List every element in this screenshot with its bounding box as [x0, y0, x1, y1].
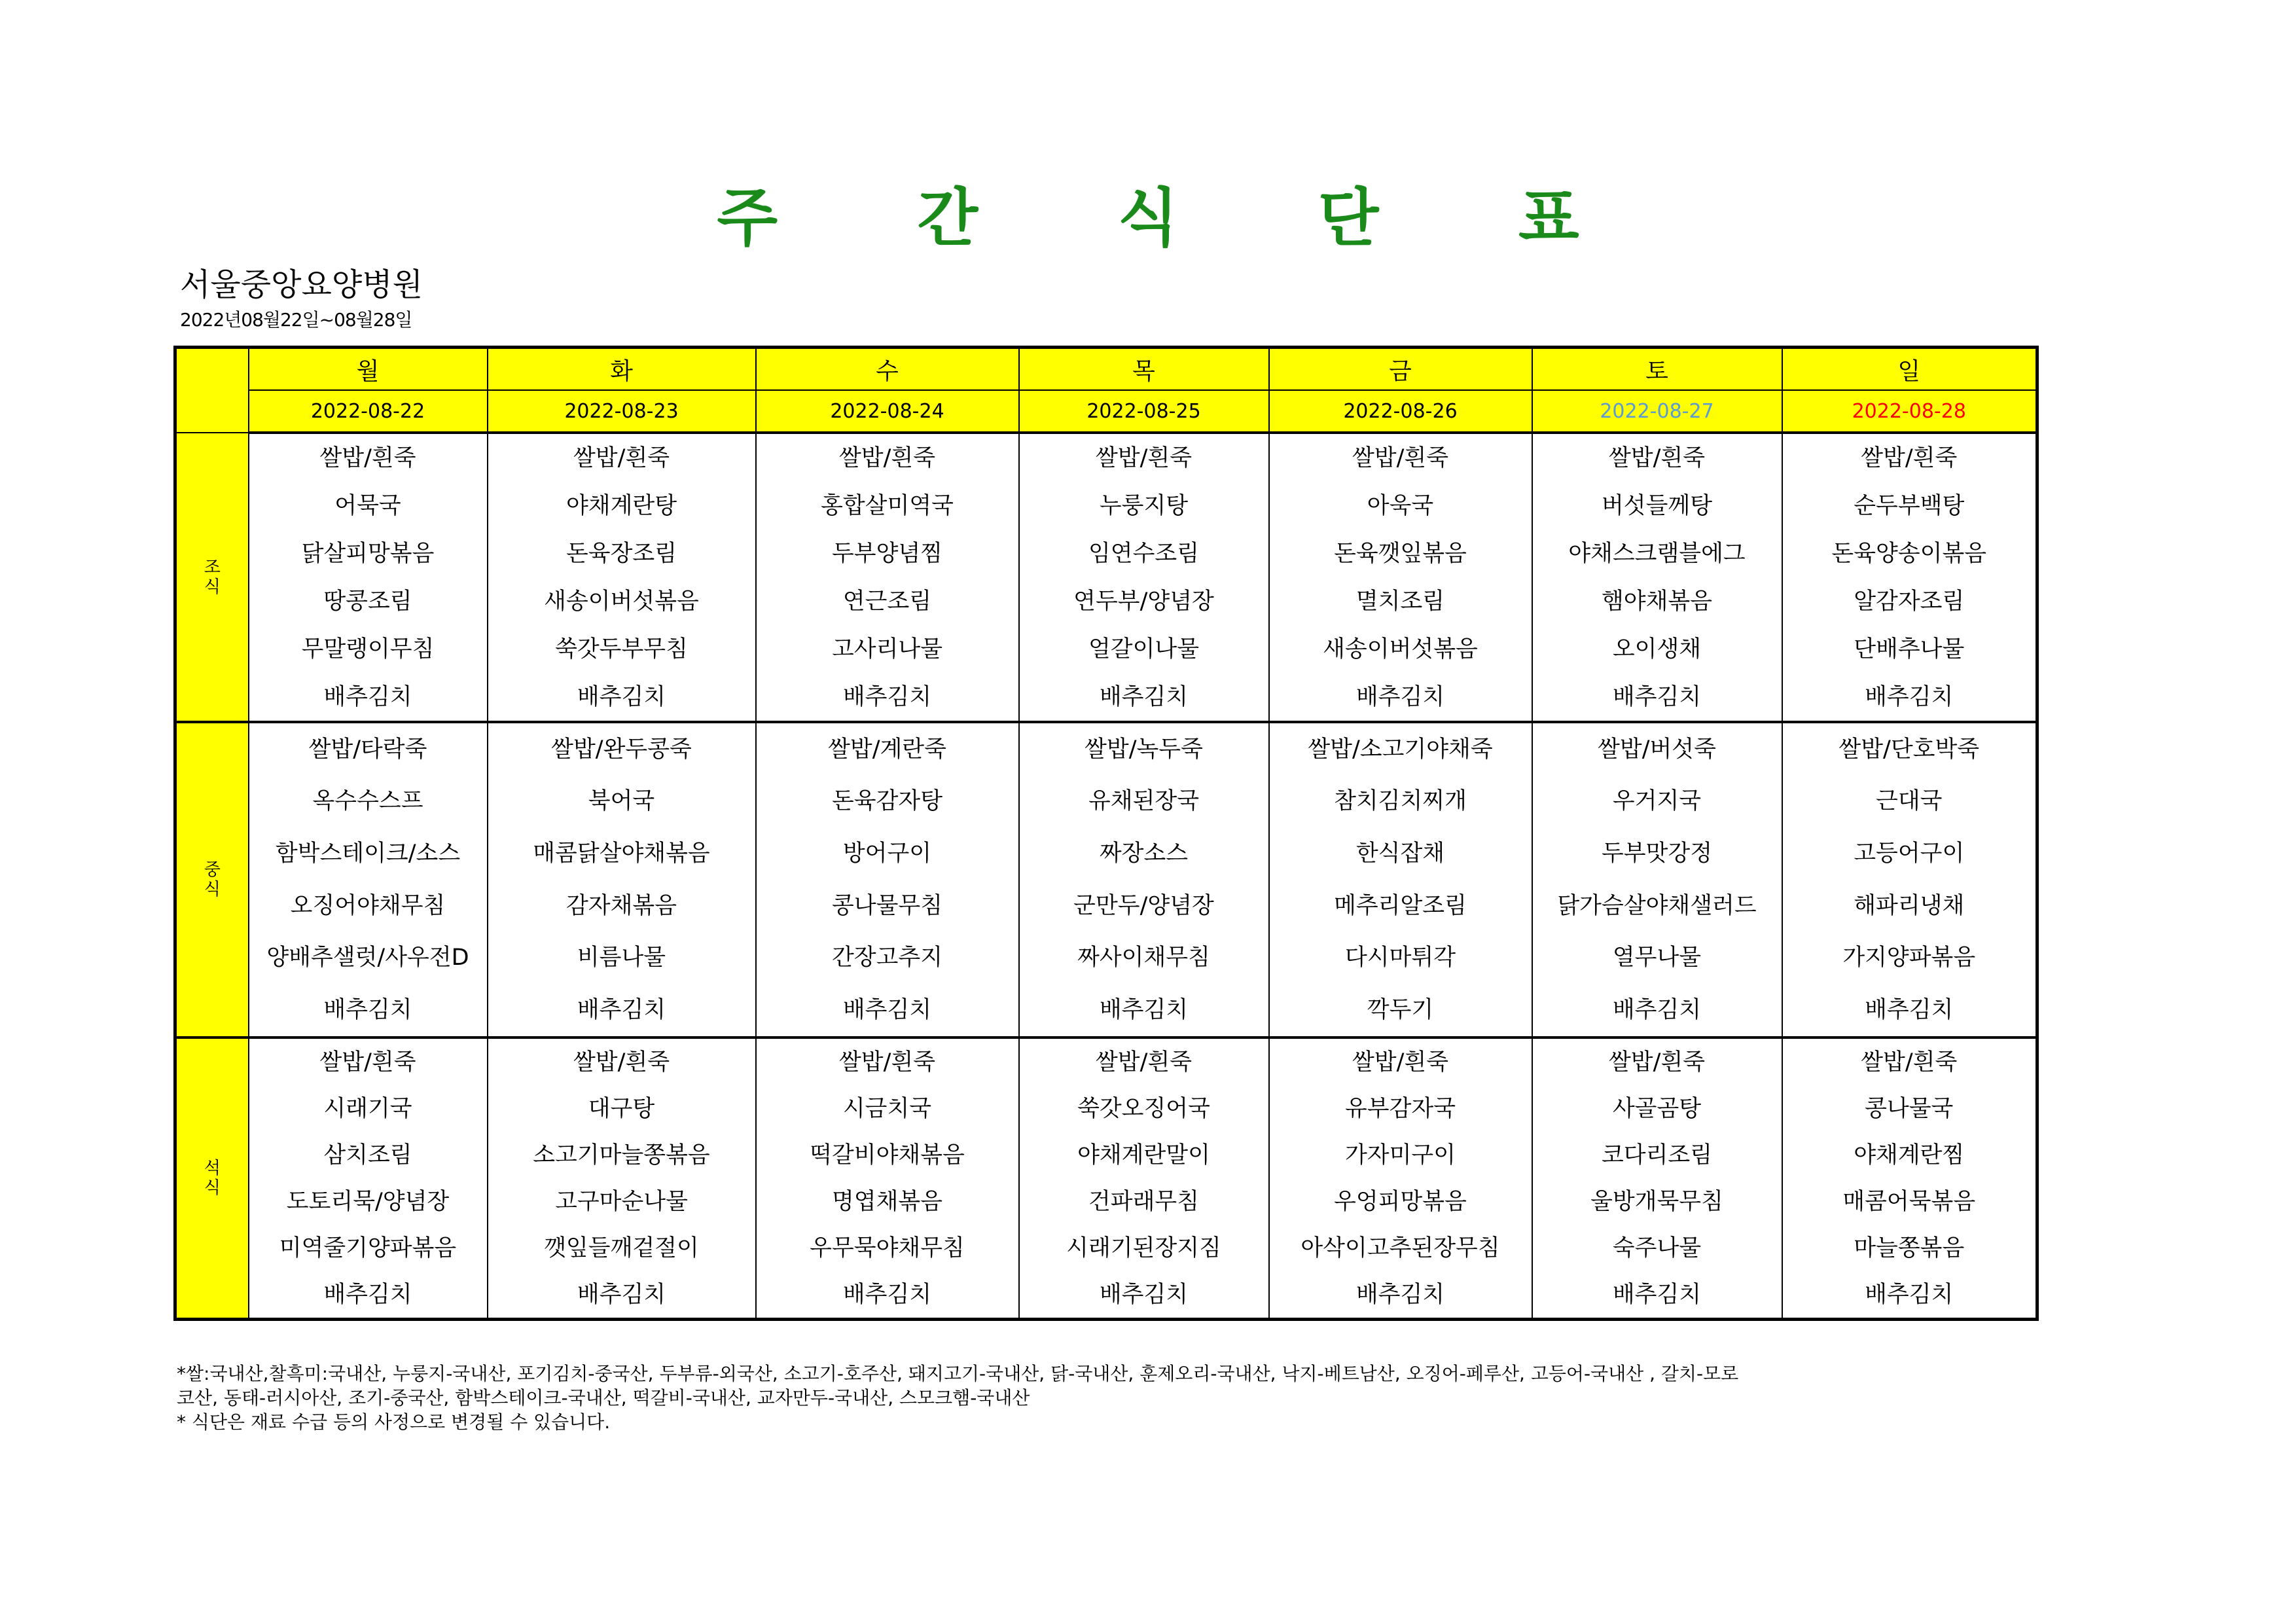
- menu-item: 우무묵야채무침: [810, 1235, 965, 1261]
- menu-item: 배추김치: [323, 1281, 412, 1308]
- menu-item: 아욱국: [1367, 492, 1434, 519]
- menu-item: 다시마튀각: [1344, 945, 1456, 971]
- menu-item: 야채스크램블에그: [1568, 540, 1746, 567]
- menu-item: 근대국: [1876, 788, 1943, 815]
- footnotes: [177, 1362, 2075, 1434]
- menu-item: 아삭이고추된장무침: [1300, 1235, 1500, 1261]
- menu-item: 비름나물: [577, 945, 666, 971]
- menu-item: 쌀밥/버섯죽: [1598, 736, 1716, 763]
- menu-item: 햄야채볶음: [1601, 588, 1713, 615]
- menu-item: 두부양념찜: [831, 540, 943, 567]
- menu-item: 시래기된장지짐: [1066, 1235, 1221, 1261]
- menu-item-list: [1270, 1039, 1532, 1318]
- menu-item: 배추김치: [1099, 683, 1189, 710]
- menu-item: 배추김치: [1865, 997, 1954, 1024]
- menu-item: 쌀밥/흰죽: [1095, 1049, 1193, 1075]
- menu-item: 쌀밥/단호박죽: [1839, 736, 1980, 763]
- date-mon: 2022-08-22: [249, 390, 488, 433]
- menu-cell: [756, 722, 1019, 1038]
- menu-item: 가자미구이: [1344, 1142, 1456, 1168]
- menu-item: 쌀밥/흰죽: [1861, 1049, 1958, 1075]
- menu-item: 깍두기: [1367, 997, 1434, 1024]
- menu-item: 돈육감자탕: [831, 788, 943, 815]
- menu-item-list: [488, 434, 755, 721]
- menu-item: 쌀밥/녹두죽: [1085, 736, 1203, 763]
- menu-item: 배추김치: [1612, 683, 1702, 710]
- menu-item-list: [488, 723, 755, 1036]
- menu-item: 매콤닭살야채볶음: [533, 840, 710, 867]
- menu-cell: [1019, 433, 1269, 722]
- menu-item: 누룽지탕: [1099, 492, 1189, 519]
- menu-item: 쌀밥/흰죽: [1352, 1049, 1449, 1075]
- menu-item: 얼갈이나물: [1088, 636, 1200, 662]
- menu-item: 쑥갓두부무침: [555, 636, 688, 662]
- menu-item: 쌀밥/계란죽: [828, 736, 946, 763]
- meal-row-dinner: [175, 1038, 2037, 1320]
- menu-item: 홍합살미역국: [821, 492, 954, 519]
- menu-cell: [488, 1038, 756, 1320]
- menu-item-list: [1020, 434, 1268, 721]
- menu-item: 배추김치: [842, 683, 932, 710]
- menu-item: 대구탕: [588, 1095, 655, 1122]
- menu-item: 닭가슴살야채샐러드: [1557, 892, 1757, 919]
- menu-item: 연근조림: [842, 588, 932, 615]
- menu-item: 임연수조림: [1088, 540, 1200, 567]
- day-header-row: [175, 348, 2037, 391]
- menu-item: 쌀밥/흰죽: [838, 1049, 936, 1075]
- menu-item: 배추김치: [323, 997, 412, 1024]
- menu-item: 쑥갓오징어국: [1077, 1095, 1210, 1122]
- menu-item: 단배추나물: [1854, 636, 1965, 662]
- menu-item: 군만두/양념장: [1073, 892, 1214, 919]
- menu-item: 야채계란말이: [1077, 1142, 1210, 1168]
- meal-label: 조식: [204, 557, 221, 597]
- meal-row-breakfast: [175, 433, 2037, 722]
- menu-item: 배추김치: [1612, 997, 1702, 1024]
- meal-row-lunch: [175, 722, 2037, 1038]
- menu-item: 콩나물무침: [831, 892, 943, 919]
- date-header-row: [175, 390, 2037, 433]
- meal-label: 석식: [204, 1159, 221, 1198]
- menu-item: 한식잡채: [1355, 840, 1445, 867]
- menu-cell: [249, 1038, 488, 1320]
- meal-label-cell: [175, 433, 249, 722]
- menu-item-list: [757, 434, 1018, 721]
- menu-item: 오징어야채무침: [290, 892, 446, 919]
- menu-item: 삼치조림: [323, 1142, 412, 1168]
- menu-item: 쌀밥/타락죽: [308, 736, 427, 763]
- menu-item: 숙주나물: [1612, 1235, 1702, 1261]
- date-sat: 2022-08-27: [1532, 390, 1782, 433]
- day-sun: 일: [1782, 348, 2037, 391]
- menu-item: 시금치국: [842, 1095, 932, 1122]
- menu-item-list: [757, 723, 1018, 1036]
- menu-item: 유채된장국: [1088, 788, 1200, 815]
- menu-item: 도토리묵/양념장: [286, 1188, 450, 1215]
- menu-item: 북어국: [588, 788, 655, 815]
- menu-item-list: [249, 723, 487, 1036]
- menu-item-list: [1270, 434, 1532, 721]
- menu-item: 닭살피망볶음: [301, 540, 435, 567]
- menu-item: 감자채볶음: [565, 892, 677, 919]
- menu-item: 배추김치: [577, 683, 666, 710]
- date-wed: 2022-08-24: [756, 390, 1019, 433]
- hospital-name: 서울중앙요양병원: [180, 266, 423, 303]
- menu-cell: [488, 433, 756, 722]
- menu-item: 배추김치: [842, 997, 932, 1024]
- menu-item-list: [249, 434, 487, 721]
- menu-item: 짜사이채무침: [1077, 945, 1210, 971]
- menu-item: 시래기국: [323, 1095, 412, 1122]
- menu-item-list: [1783, 1039, 2036, 1318]
- menu-item: 쌀밥/흰죽: [1608, 444, 1706, 471]
- menu-cell: [1269, 1038, 1532, 1320]
- day-thu: 목: [1019, 348, 1269, 391]
- header-corner: [175, 348, 249, 433]
- menu-item: 코다리조림: [1601, 1142, 1713, 1168]
- menu-cell: [1532, 1038, 1782, 1320]
- menu-item: 어묵국: [334, 492, 401, 519]
- date-thu: 2022-08-25: [1019, 390, 1269, 433]
- menu-cell: [1782, 1038, 2037, 1320]
- menu-item: 매콤어묵볶음: [1842, 1188, 1976, 1215]
- menu-item: 돈육깻잎볶음: [1334, 540, 1467, 567]
- menu-item: 돈육장조림: [565, 540, 677, 567]
- menu-item: 배추김치: [842, 1281, 932, 1308]
- date-fri: 2022-08-26: [1269, 390, 1532, 433]
- menu-item-list: [1783, 434, 2036, 721]
- menu-item: 울방개묵무침: [1590, 1188, 1723, 1215]
- menu-item: 쌀밥/흰죽: [1095, 444, 1193, 471]
- menu-item: 참치김치찌개: [1334, 788, 1467, 815]
- day-fri: 금: [1269, 348, 1532, 391]
- change-notice: * 식단은 재료 수급 등의 사정으로 변경될 수 있습니다.: [177, 1411, 611, 1433]
- menu-item: 함박스테이크/소스: [275, 840, 461, 867]
- menu-item: 쌀밥/완두콩죽: [551, 736, 692, 763]
- menu-item: 쌀밥/흰죽: [573, 444, 670, 471]
- menu-cell: [1269, 433, 1532, 722]
- page-title: 주 간 식 단 표: [717, 181, 1638, 255]
- day-wed: 수: [756, 348, 1019, 391]
- menu-item-list: [488, 1039, 755, 1318]
- menu-item: 땅콩조림: [323, 588, 412, 615]
- menu-cell: [756, 1038, 1019, 1320]
- menu-item: 열무나물: [1612, 945, 1702, 971]
- menu-item-list: [1270, 723, 1532, 1036]
- menu-item-list: [1020, 723, 1268, 1036]
- menu-period: 2022년08월22일~08월28일: [180, 309, 412, 331]
- menu-cell: [1019, 722, 1269, 1038]
- menu-item: 배추김치: [1612, 1281, 1702, 1308]
- menu-item-list: [1533, 723, 1782, 1036]
- menu-item: 우엉피망볶음: [1334, 1188, 1467, 1215]
- menu-item-list: [1020, 1039, 1268, 1318]
- menu-cell: [1532, 722, 1782, 1038]
- menu-item: 해파리냉채: [1854, 892, 1965, 919]
- menu-item: 깻잎들깨겉절이: [544, 1235, 699, 1261]
- menu-cell: [488, 722, 756, 1038]
- menu-item: 연두부/양념장: [1073, 588, 1214, 615]
- menu-item: 소고기마늘쫑볶음: [533, 1142, 710, 1168]
- menu-item: 배추김치: [577, 997, 666, 1024]
- menu-item: 쌀밥/흰죽: [838, 444, 936, 471]
- menu-item-list: [757, 1039, 1018, 1318]
- menu-item-list: [1783, 723, 2036, 1036]
- menu-item: 야채계란탕: [565, 492, 677, 519]
- menu-cell: [1782, 433, 2037, 722]
- menu-item: 순두부백탕: [1854, 492, 1965, 519]
- menu-item: 배추김치: [1099, 997, 1189, 1024]
- menu-item-list: [1533, 434, 1782, 721]
- menu-item: 쌀밥/흰죽: [1861, 444, 1958, 471]
- menu-item: 새송이버섯볶음: [544, 588, 699, 615]
- menu-item-list: [1533, 1039, 1782, 1318]
- menu-item: 옥수수스프: [312, 788, 423, 815]
- origin-note-line-1: *쌀:국내산,찰흑미:국내산, 누룽지-국내산, 포기김치-중국산, 두부류-외국산, 소고기-호주산, 돼지고기-국내산, 닭-국내산, 훈제오리-국내산, 낙지-베트남산, 오징어-페루산, 고등어-국내산 , 갈치-모로: [177, 1363, 1739, 1384]
- menu-item: 배추김치: [577, 1281, 666, 1308]
- menu-item: 배추김치: [323, 683, 412, 710]
- date-sun: 2022-08-28: [1782, 390, 2037, 433]
- menu-item: 유부감자국: [1344, 1095, 1456, 1122]
- menu-item: 마늘쫑볶음: [1854, 1235, 1965, 1261]
- menu-item: 미역줄기양파볶음: [279, 1235, 457, 1261]
- menu-cell: [756, 433, 1019, 722]
- menu-item: 콩나물국: [1865, 1095, 1954, 1122]
- day-tue: 화: [488, 348, 756, 391]
- menu-item: 가지양파볶음: [1842, 945, 1976, 971]
- menu-item: 쌀밥/흰죽: [573, 1049, 670, 1075]
- menu-cell: [1782, 722, 2037, 1038]
- menu-item: 메추리알조림: [1334, 892, 1467, 919]
- menu-item: 사골곰탕: [1612, 1095, 1702, 1122]
- weekly-menu-table: [173, 346, 2039, 1321]
- menu-item: 무말랭이무침: [301, 636, 435, 662]
- menu-cell: [1532, 433, 1782, 722]
- menu-item: 배추김치: [1865, 1281, 1954, 1308]
- menu-item-list: [249, 1039, 487, 1318]
- menu-item: 쌀밥/흰죽: [319, 444, 416, 471]
- menu-item: 짜장소스: [1099, 840, 1189, 867]
- menu-item: 돈육양송이볶음: [1831, 540, 1987, 567]
- menu-item: 양배추샐럿/사우전D: [266, 945, 469, 971]
- menu-item: 고사리나물: [831, 636, 943, 662]
- menu-item: 배추김치: [1355, 1281, 1445, 1308]
- menu-cell: [249, 433, 488, 722]
- menu-item: 쌀밥/흰죽: [1608, 1049, 1706, 1075]
- menu-item: 떡갈비야채볶음: [810, 1142, 965, 1168]
- menu-item: 우거지국: [1612, 788, 1702, 815]
- origin-note-line-2: 코산, 동태-러시아산, 조기-중국산, 함박스테이크-국내산, 떡갈비-국내산, 교자만두-국내산, 스모크햄-국내산: [177, 1387, 1030, 1409]
- menu-cell: [1019, 1038, 1269, 1320]
- menu-cell: [249, 722, 488, 1038]
- date-tue: 2022-08-23: [488, 390, 756, 433]
- menu-item: 버섯들께탕: [1601, 492, 1713, 519]
- meal-label-cell: [175, 1038, 249, 1320]
- menu-item: 쌀밥/흰죽: [1352, 444, 1449, 471]
- menu-item: 새송이버섯볶음: [1323, 636, 1478, 662]
- menu-item: 건파래무침: [1088, 1188, 1200, 1215]
- menu-item: 방어구이: [842, 840, 932, 867]
- day-sat: 토: [1532, 348, 1782, 391]
- menu-item: 두부맛강정: [1601, 840, 1713, 867]
- menu-item: 멸치조림: [1355, 588, 1445, 615]
- menu-item: 배추김치: [1355, 683, 1445, 710]
- menu-item: 쌀밥/흰죽: [319, 1049, 416, 1075]
- menu-item: 알감자조림: [1854, 588, 1965, 615]
- menu-item: 간장고추지: [831, 945, 943, 971]
- menu-cell: [1269, 722, 1532, 1038]
- menu-item: 고구마순나물: [555, 1188, 688, 1215]
- meal-label-cell: [175, 722, 249, 1038]
- meal-label: 중식: [204, 860, 221, 899]
- menu-item: 오이생채: [1612, 636, 1702, 662]
- menu-item: 명엽채볶음: [831, 1188, 943, 1215]
- menu-item: 배추김치: [1865, 683, 1954, 710]
- menu-item: 고등어구이: [1854, 840, 1965, 867]
- menu-item: 배추김치: [1099, 1281, 1189, 1308]
- menu-item: 야채계란찜: [1854, 1142, 1965, 1168]
- day-mon: 월: [249, 348, 488, 391]
- menu-item: 쌀밥/소고기야채죽: [1308, 736, 1493, 763]
